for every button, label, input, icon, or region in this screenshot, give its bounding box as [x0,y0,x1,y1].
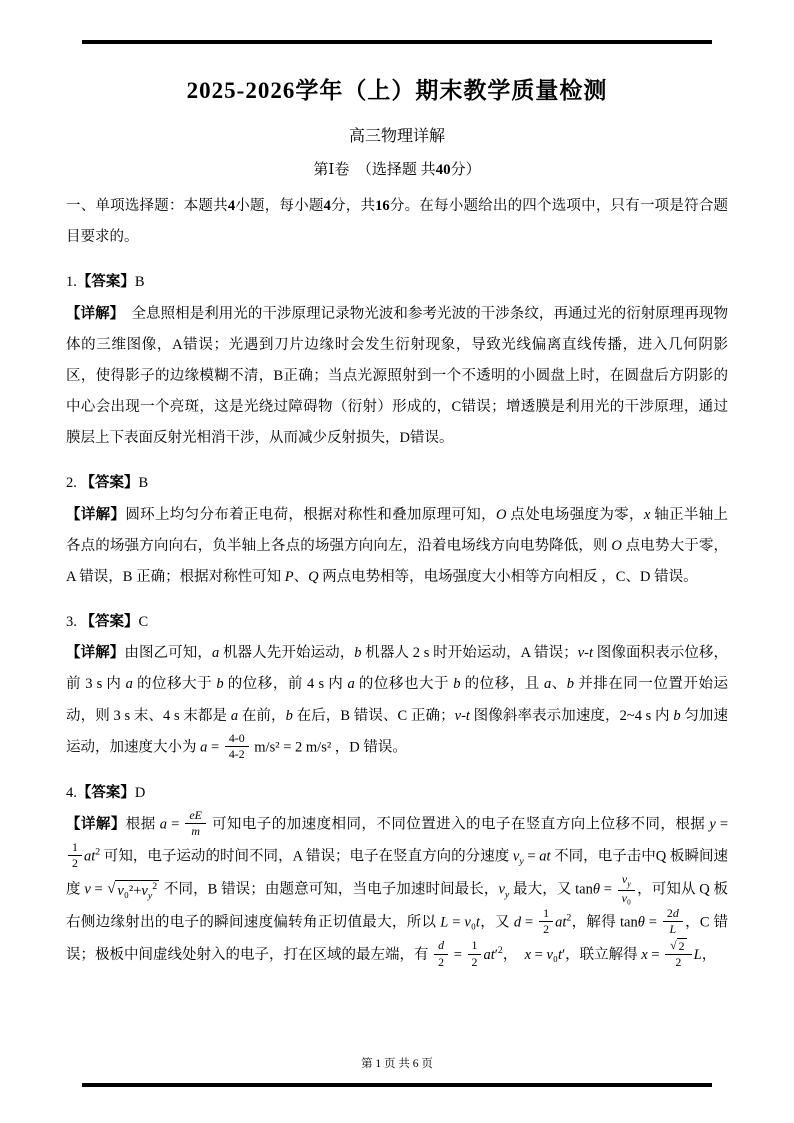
explanation-paragraph: 【详解】根据 a = $\frac{eE}{m}$ 可知电子的加速度相同，不同位置进入的电子在竖直方向上位移不同，根据 y = $\frac{1}{2}$ $at^2$ 可知，电子运动的时间不同，A 错误；电子在竖直方向的分速度 $v_y$ = at 不同，电子击中Q 板瞬间速度 v = √ $v_0^2+v_y^2$ 不同，B 错误；由题意可知，当电子加速时间最长，$v_y$ 最大，又 tanθ = $\frac{v_y}{\text{v₀}}$ ，可知从 Q 板右侧边缘射出的电子的瞬间速度偏转角正切值最大，所以 L = v₀t，又 d = $\frac{1}{2}$ $at^2$，解得 tanθ = $\frac{2d}{L}$ ，C 错误；极板中间虚线处射入的电子，打在区域的最左端，有 $\frac{d}{2}$ = $\frac{1}{2}$ $at'^2$， x = v₀t′，联立解得 x = √ 2 2 L， [66,807,729,970]
answer-line: 3. 【答案】C [66,614,149,631]
question-block-4 [66,782,728,972]
question-block-1 [66,271,728,454]
explanation-paragraph: 【详解】由图乙可知，a 机器人先开始运动，b 机器人 2 s 时开始运动，A 错误；v-t 图像面积表示位移，前 3 s 内 a 的位移大于 b 的位移，前 4 s 内 a 的位移也大于 b 的位移，且 a、b 并排在同一位置开始运动，则 3 s 末、4 s 末都是 a 在前，b 在后，B 错误、C 正确；v-t 图像斜率表示加速度，2~4 s 内 b 匀加速运动，加速度大小为 a = $\frac{4-0}{4-2}$ m/s² = 2 m/s² ，D 错误。 [66,645,729,762]
question-block-2 [66,472,728,593]
answer-line: 1.【答案】B [66,274,145,291]
question-block-3 [66,611,728,764]
header-rule [82,40,712,44]
answer-line: 4.【答案】D [66,784,146,801]
answer-line: 2. 【答案】B [66,475,149,492]
document-title: 2025-2026学年（上）期末教学质量检测 [186,78,608,103]
intro-paragraph: 一、单项选择题：本题共4小题，每小题4分，共16分。在每小题给出的四个选项中，只有一项是符合题目要求的。 [66,198,729,246]
page-footer [0,1055,794,1071]
document-subtitle: 高三物理详解 [348,128,445,145]
explanation-paragraph: 【详解】 全息照相是利用光的干涉原理记录物光波和参考光波的干涉条纹，再通过光的衍射原理再现物体的三维图像，A错误；光遇到刀片边缘时会发生衍射现象，导致光线偏离直线传播，进入几何阴影区，使得影子的边缘模糊不清，B正确；当点光源照射到一个不透明的小圆盘上时，在圆盘后方阴影的中心会出现一个亮斑，这是光绕过障碍物（衍射）形成的，C错误；增透膜是利用光的干涉原理，通过膜层上下表面反射光相消干涉，从而减少反射损失，D错误。 [66,305,728,447]
section-header: 第Ⅰ卷 （选择题 共40分） [313,162,481,178]
footer-rule [82,1083,712,1087]
explanation-paragraph: 【详解】圆环上均匀分布着正电荷，根据对称性和叠加原理可知，O 点处电场强度为零，x 轴正半轴上各点的场强方向向右，负半轴上各点的场强方向向左，沿着电场线方向电势降低，则 O 点电势大于零，A 错误，B 正确；根据对称性可知 P、Q 两点电势相等，电场强度大小相等方向相反 ，C、D 错误。 [66,506,729,585]
page-number: 第 1 页 共 6 页 [361,1058,433,1070]
